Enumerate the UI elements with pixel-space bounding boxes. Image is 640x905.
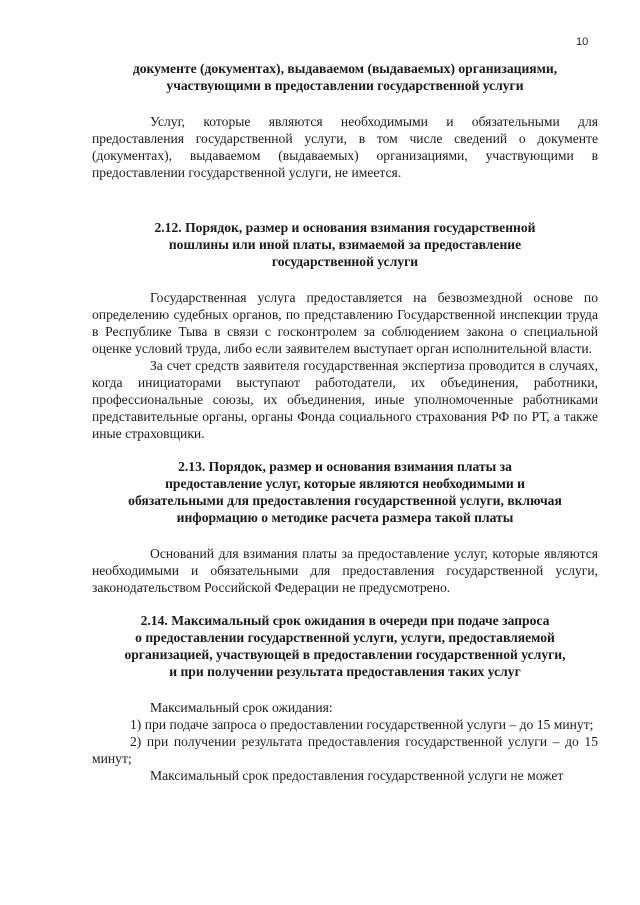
section-heading-line: государственной услуги — [271, 254, 419, 269]
section-heading-line: 2.13. Порядок, размер и основания взимания платы за — [178, 459, 512, 474]
section-heading-line: и при получении результата предоставления таких услуг — [169, 664, 521, 679]
paragraph: Государственная услуга предоставляется на безвозмездной основе по определению судебных органов, по представлению Государственной инспекции труда в Республике Тыва в связи с госконтролем за соблюдением закона о специальной оценке условий труда, либо если заявителем выступает орган исполнительной власти. — [92, 290, 598, 356]
section-2-12 — [92, 219, 598, 442]
paragraph: Максимальный срок предоставления государственной услуги не может — [150, 768, 564, 783]
section-2-14 — [92, 612, 598, 784]
section-heading-line: организацией, участвующей в предоставлении государственной услуги, — [124, 647, 566, 662]
section-prev — [92, 60, 598, 181]
document-body — [92, 60, 598, 784]
list-item: 1) при подаче запроса о предоставлении государственной услуги – до 15 минут; — [130, 717, 594, 732]
paragraph: Максимальный срок ожидания: — [150, 700, 333, 715]
list-item: 2) при получении результата предоставления государственной услуги – до 15 минут; — [92, 734, 598, 766]
section-heading-line: предоставление услуг, которые являются необходимыми и — [165, 476, 525, 491]
section-heading-line: 2.12. Порядок, размер и основания взимания государственной — [154, 220, 536, 235]
page-number: 10 — [576, 36, 589, 48]
paragraph: Услуг, которые являются необходимыми и обязательными для предоставления государственной услуги, в том числе сведений о документе (документах), выдаваемом (выдаваемых) организациями, участвующими в предоставлении государственной услуги, не имеется. — [92, 114, 598, 180]
section-heading-line: документе (документах), выдаваемом (выдаваемых) организациями, — [132, 61, 558, 76]
paragraph: Оснований для взимания платы за предоставление услуг, которые являются необходимыми и обязательными для предоставления государственной услуги, законодательством Российской Федерации не предусмотрено. — [92, 546, 598, 595]
section-heading-line: о предоставлении государственной услуги, услуги, предоставляемой — [135, 630, 555, 645]
section-heading-line: пошлины или иной платы, взимаемой за предоставление — [168, 237, 522, 252]
section-2-13 — [92, 458, 598, 596]
section-heading-line: информацию о методике расчета размера такой платы — [176, 510, 514, 525]
section-heading-line: 2.14. Максимальный срок ожидания в очереди при подаче запроса — [140, 613, 550, 628]
section-heading-line: обязательными для предоставления государственной услуги, включая — [128, 493, 562, 508]
section-heading-line: участвующими в предоставлении государственной услуги — [166, 78, 524, 93]
paragraph: За счет средств заявителя государственная экспертиза проводится в случаях, когда инициаторами выступают работодатели, их объединения, работники, профессиональные союзы, их объединения, иные уполномоченные работниками представительные органы, органы Фонда социального страхования РФ по РТ, а также иные страховщики. — [92, 358, 598, 441]
